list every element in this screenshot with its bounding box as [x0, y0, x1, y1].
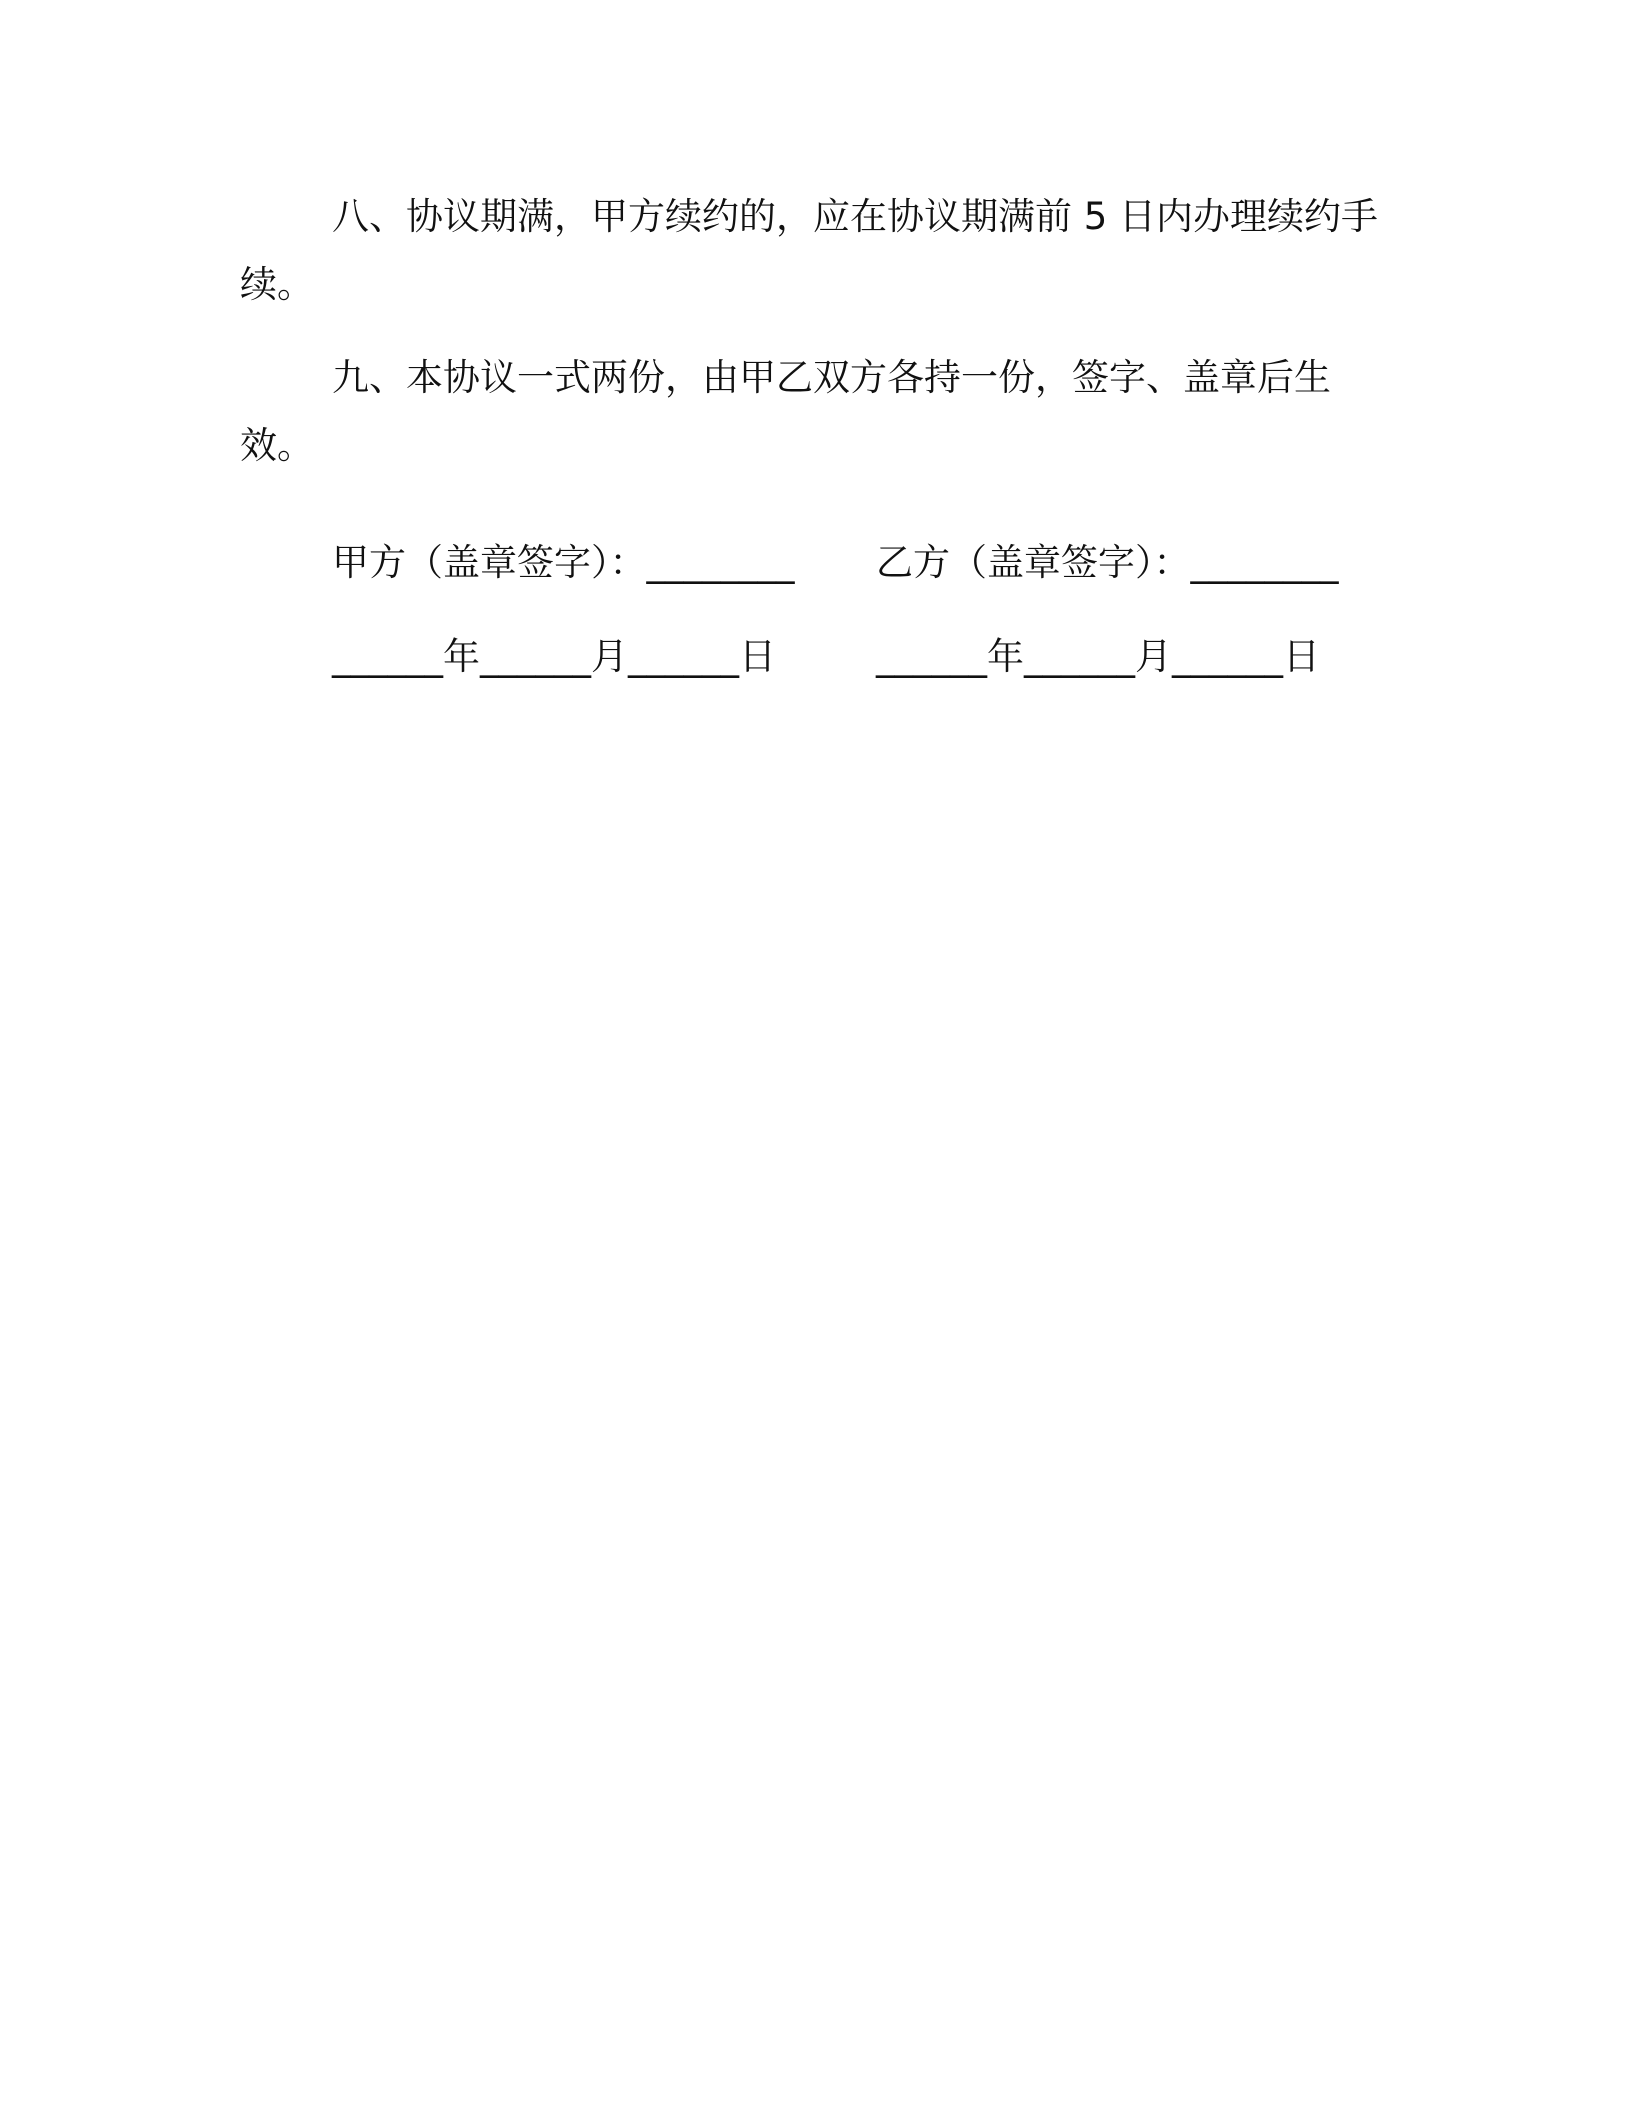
clause-8: 八、协议期满，甲方续约的，应在协议期满前 5 日内办理续约手续。: [240, 195, 1379, 306]
party-b-date-line: ______年______月______日: [876, 635, 1320, 678]
party-a-signature-line: 甲方（盖章签字）：________: [332, 541, 795, 584]
party-b-signature-line: 乙方（盖章签字）：________: [876, 541, 1339, 584]
party-a-date-line: ______年______月______日: [332, 635, 776, 678]
clause-9: 九、本协议一式两份，由甲乙双方各持一份，签字、盖章后生效。: [240, 356, 1331, 467]
